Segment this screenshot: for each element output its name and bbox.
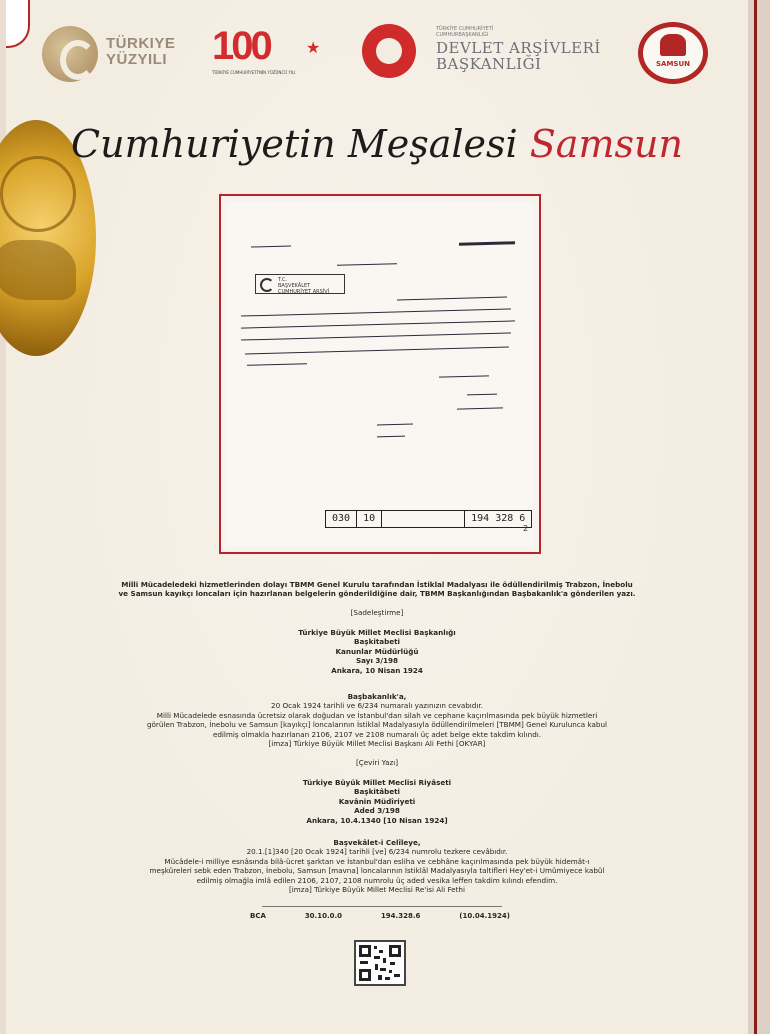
handwriting-stroke	[247, 363, 307, 366]
body-line: meşkûreleri sebk eden Trabzon, İnebolu, Samsun [mavna] loncalarının İstiklâl Madalyasıyla taltifleri Hey'et-i Umûmiyece kabûl	[149, 866, 605, 876]
body-line: 20.1.[1]340 [20 Ocak 1924] tarihli [ve] 6/234 numrolu tezkere cevâbıdır.	[246, 847, 508, 857]
translation-heading: [Çeviri Yazı]	[355, 758, 399, 767]
letterhead-line: Kavânin Müdîriyeti	[338, 796, 416, 806]
turkiye-yuzyili-mark-icon	[42, 26, 98, 82]
stamp-line1: T.C.	[278, 277, 288, 283]
archival-document-frame	[219, 194, 541, 554]
horseman-icon	[660, 34, 686, 56]
body-line: [imza] Türkiye Büyük Millet Meclisi Re'isi Ali Fethi	[289, 885, 465, 895]
simplified-body	[76, 692, 678, 748]
handwriting-stroke	[397, 297, 507, 301]
handwriting-stroke	[377, 424, 413, 426]
letterhead-line: Ankara, 10.4.1340 [10 Nisan 1924]	[306, 815, 448, 825]
body-line: 20 Ocak 1924 tarihli ve 6/234 numaralı yazınızın cevabıdır.	[271, 701, 483, 711]
translation-body	[76, 838, 678, 894]
samsun-logo-label: SAMSUN	[655, 60, 690, 68]
archive-stamp	[255, 274, 345, 294]
body-line: [imza] Türkiye Büyük Millet Meclisi Başkanı Ali Fethi [OKYAR]	[268, 739, 486, 749]
turkiye-yuzyili-line1: TÜRKIYE	[106, 35, 176, 52]
archive-reference-box	[325, 510, 532, 528]
ref-cell: 194 328 6	[471, 513, 526, 524]
handwriting-stroke	[337, 263, 397, 266]
letterhead-line: Türkiye Büyük Millet Meclisi Başkanlığı	[298, 628, 456, 637]
crescent-icon	[260, 278, 274, 292]
qr-code-icon[interactable]	[354, 940, 406, 986]
ref-cell: 10	[357, 511, 382, 527]
handwriting-stroke	[241, 320, 515, 328]
body-line: Başbakanlık'a,	[347, 692, 407, 701]
handwriting-stroke	[377, 436, 405, 438]
body-line: Milli Mücadelede esnasında ücretsiz olarak doğudan ve İstanbul'dan silah ve cephane kaçırılmasında pek büyük hizmetleri	[156, 710, 598, 720]
archive-date: (10.04.1924)	[459, 912, 510, 920]
letterhead-line: Ankara, 10 Nisan 1924	[331, 665, 423, 675]
body-line: edilmiş olmağla imlâ edilen 2106, 2107, 2108 numrolu üç aded vesika leffen takdim kılındı efendim.	[196, 875, 558, 885]
body-line: Mücâdele-i milliye esnâsında bilâ-ücret şarktan ve İstanbul'dan esliha ve cebhâne kaçırılmasında pek büyük hidemât-ı	[164, 856, 590, 866]
crescent-star-icon: ★	[306, 38, 321, 57]
body-line: görülen Trabzon, İnebolu ve Samsun [kayıkçı] loncalarının İstiklal Madalyasıyla ödüllendirilmeleri [TBMM] Genel Kurulunca kabul	[146, 720, 608, 730]
ref-cell	[382, 511, 465, 527]
stamp-line2: BAŞVEKÂLET	[278, 283, 311, 289]
centenary-subtitle: TÜRKİYE CUMHURİYETİ'NİN YÜZÜNCÜ YILI	[212, 70, 296, 75]
handwriting-stroke	[245, 347, 509, 355]
handwriting-stroke	[459, 241, 515, 245]
archive-code: BCA	[250, 912, 266, 920]
caption-line: Milli Mücadeledeki hizmetlerinden dolayı TBMM Genel Kurulu tarafından İstiklal Madalyası ile ödüllendirilmiş Trabzon, İnebolu	[121, 580, 633, 589]
simplified-heading: [Sadeleştirme]	[350, 608, 404, 617]
title-part1: Cumhuriyetin Meşalesi	[71, 122, 530, 166]
turkiye-yuzyili-logo	[42, 26, 192, 82]
archives-small-line2: CUMHURBAŞKANLIĞI	[436, 32, 489, 38]
handwriting-stroke	[241, 332, 511, 340]
handwriting-stroke	[467, 394, 497, 396]
archives-line1: DEVLET ARŞİVLERİ	[436, 39, 601, 57]
body-line: edilmiş olmakla hazırlanan 2106, 2107 ve 2108 numaralı üç adet belge ekte takdim kılındı.	[212, 729, 542, 739]
handwriting-stroke	[251, 245, 291, 247]
poster	[6, 0, 750, 1034]
letterhead-line: Kanunlar Müdürlüğü	[335, 646, 419, 656]
simplified-letterhead	[76, 628, 678, 675]
letterhead-line: Başkitabeti	[353, 637, 401, 647]
archive-fond: 30.10.0.0	[304, 912, 343, 920]
letterhead-line: Aded 3/198	[354, 806, 400, 816]
state-archives-seal-icon	[362, 24, 416, 78]
handwriting-stroke	[439, 375, 489, 377]
handwriting-stroke	[241, 308, 511, 316]
handwriting-stroke	[457, 407, 503, 409]
title-part2: Samsun	[529, 122, 683, 166]
archival-document-image	[227, 202, 533, 546]
right-border-strip	[748, 0, 770, 1034]
archives-small-line1: TÜRKİYE CUMHURİYETİ	[436, 26, 494, 32]
stamp-line3: CUMHURİYET ARŞİVİ	[278, 289, 330, 295]
archive-reference	[250, 912, 510, 920]
ref-trailing: 2	[523, 524, 529, 533]
caption	[76, 580, 678, 599]
caption-line: ve Samsun kayıkçı loncaları için hazırlanan belgelerin gönderildiğine dair, TBMM Başkanlığından Başbakanlık'a gönderilen yazı.	[118, 589, 636, 599]
letterhead-line: Sayı 3/198	[355, 656, 399, 666]
state-archives-logo	[362, 22, 602, 82]
letterhead-line: Başkitâbeti	[353, 787, 401, 797]
letterhead-line: Türkiye Büyük Millet Meclisi Riyâseti	[302, 778, 452, 787]
ref-cell: 030	[326, 511, 357, 527]
page-title	[6, 116, 748, 172]
divider	[262, 906, 502, 907]
corner-badge	[6, 0, 30, 48]
archive-number: 194.328.6	[380, 912, 421, 920]
logo-bar	[42, 22, 732, 88]
turkiye-yuzyili-line2: YÜZYILI	[106, 51, 168, 68]
body-line: Başvekâlet-i Celîleye,	[333, 838, 421, 847]
translation-letterhead	[76, 778, 678, 825]
centenary-logo	[212, 24, 324, 80]
archives-line2: BAŞKANLIĞI	[436, 55, 542, 73]
centenary-number: 100	[212, 24, 270, 68]
samsun-governorship-logo	[638, 22, 710, 88]
